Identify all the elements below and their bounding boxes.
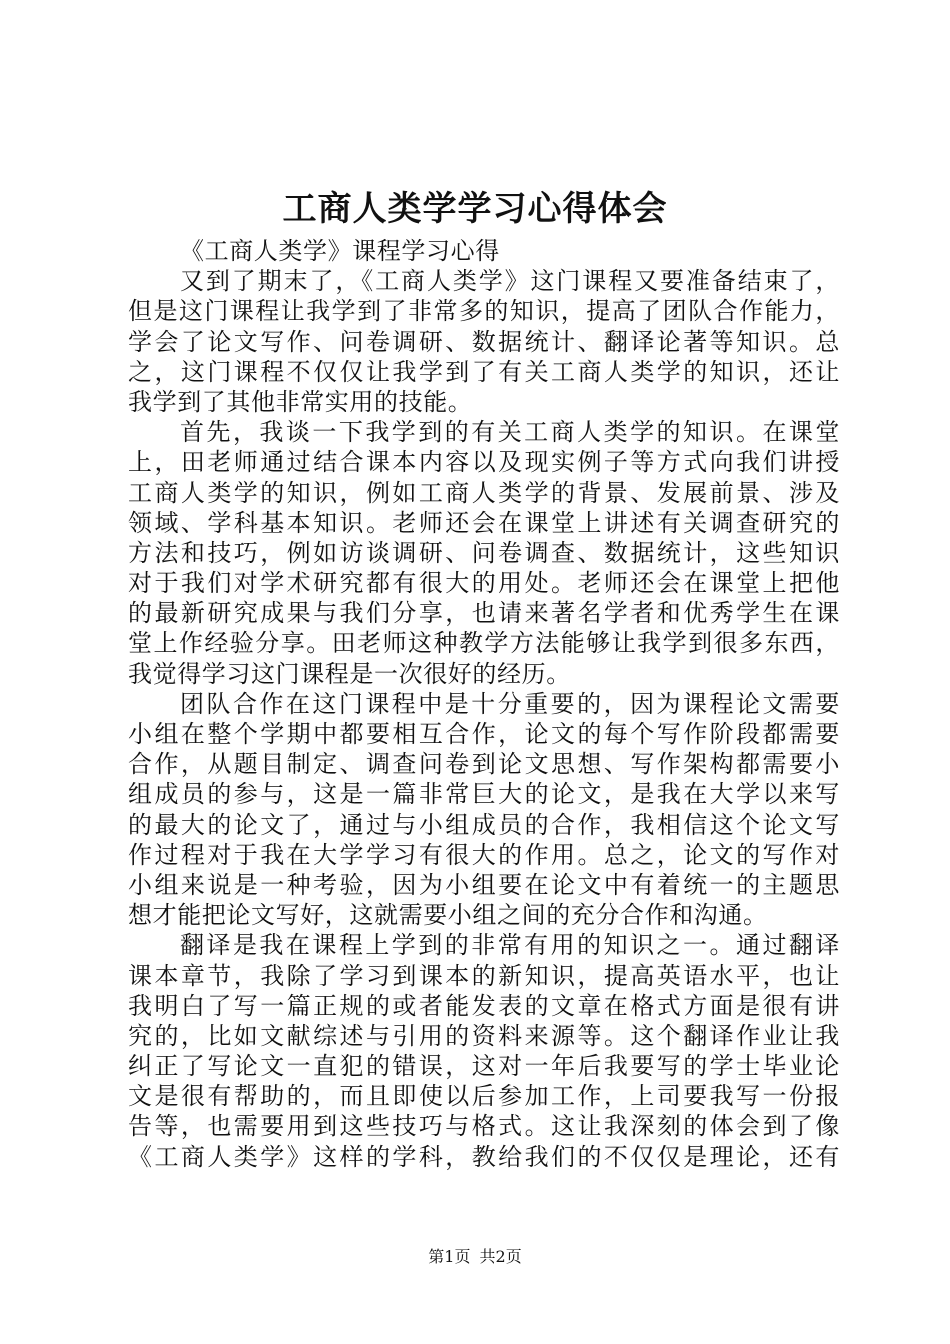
document-title: 工商人类学学习心得体会 bbox=[282, 189, 668, 229]
text-line: 堂上作经验分享。田老师这种教学方法能够让我学到很多东西， bbox=[128, 629, 840, 658]
text-line: 纠正了写论文一直犯的错误，这对一年后我要写的学士毕业论 bbox=[128, 1052, 840, 1081]
text-line: 《工商人类学》课程学习心得 bbox=[180, 237, 500, 265]
text-line: 课本章节，我除了学习到课本的新知识，提高英语水平，也让 bbox=[128, 961, 840, 990]
text-line: 组成员的参与，这是一篇非常巨大的论文，是我在大学以来写 bbox=[128, 780, 840, 809]
text-line: 的最新研究成果与我们分享，也请来著名学者和优秀学生在课 bbox=[128, 599, 840, 628]
text-line: 工商人类学的知识，例如工商人类学的背景、发展前景、涉及 bbox=[128, 478, 840, 507]
text-line: 我觉得学习这门课程是一次很好的经历。 bbox=[128, 659, 571, 688]
document-body bbox=[128, 236, 840, 1172]
text-line: 小组来说是一种考验，因为小组要在论文中有着统一的主题思 bbox=[128, 870, 840, 899]
text-line: 我学到了其他非常实用的技能。 bbox=[128, 387, 473, 416]
text-line: 我明白了写一篇正规的或者能发表的文章在格式方面是很有讲 bbox=[128, 991, 840, 1020]
text-line: 想才能把论文写好，这就需要小组之间的充分合作和沟通。 bbox=[128, 901, 768, 930]
text-line: 的最大的论文了，通过与小组成员的合作，我相信这个论文写 bbox=[128, 810, 840, 839]
text-line: 《工商人类学》这样的学科，教给我们的不仅仅是理论，还有 bbox=[128, 1142, 840, 1171]
page-number: 第1页 bbox=[428, 1247, 471, 1266]
text-line: 小组在整个学期中都要相互合作，论文的每个写作阶段都需要 bbox=[128, 720, 840, 748]
text-line: 翻译是我在课程上学到的非常有用的知识之一。通过翻译 bbox=[180, 931, 840, 960]
text-line: 上，田老师通过结合课本内容以及现实例子等方式向我们讲授 bbox=[128, 448, 840, 477]
text-line: 究的，比如文献综述与引用的资料来源等。这个翻译作业让我 bbox=[128, 1021, 840, 1050]
page-footer bbox=[0, 1246, 950, 1268]
text-line: 告等，也需要用到这些技巧与格式。这让我深刻的体会到了像 bbox=[128, 1112, 840, 1141]
text-line: 方法和技巧，例如访谈调研、问卷调查、数据统计，这些知识 bbox=[128, 538, 840, 567]
text-line: 之，这门课程不仅仅让我学到了有关工商人类学的知识，还让 bbox=[128, 357, 840, 386]
text-line: 作过程对于我在大学学习有很大的作用。总之，论文的写作对 bbox=[128, 840, 840, 869]
text-line: 学会了论文写作、问卷调研、数据统计、翻译论著等知识。总 bbox=[128, 327, 840, 356]
text-line: 文是很有帮助的，而且即使以后参加工作，上司要我写一份报 bbox=[128, 1082, 840, 1111]
text-line: 又到了期末了，《工商人类学》这门课程又要准备结束了， bbox=[180, 267, 840, 296]
text-line: 首先，我谈一下我学到的有关工商人类学的知识。在课堂 bbox=[180, 418, 840, 447]
text-line: 团队合作在这门课程中是十分重要的，因为课程论文需要 bbox=[180, 689, 840, 718]
text-line: 领域、学科基本知识。老师还会在课堂上讲述有关调查研究的 bbox=[128, 508, 840, 537]
text-line: 但是这门课程让我学到了非常多的知识，提高了团队合作能力， bbox=[128, 297, 840, 326]
page-total: 共2页 bbox=[479, 1247, 522, 1266]
text-line: 对于我们对学术研究都有很大的用处。老师还会在课堂上把他 bbox=[128, 569, 840, 598]
text-line: 合作，从题目制定、调查问卷到论文思想、写作架构都需要小 bbox=[128, 750, 840, 779]
